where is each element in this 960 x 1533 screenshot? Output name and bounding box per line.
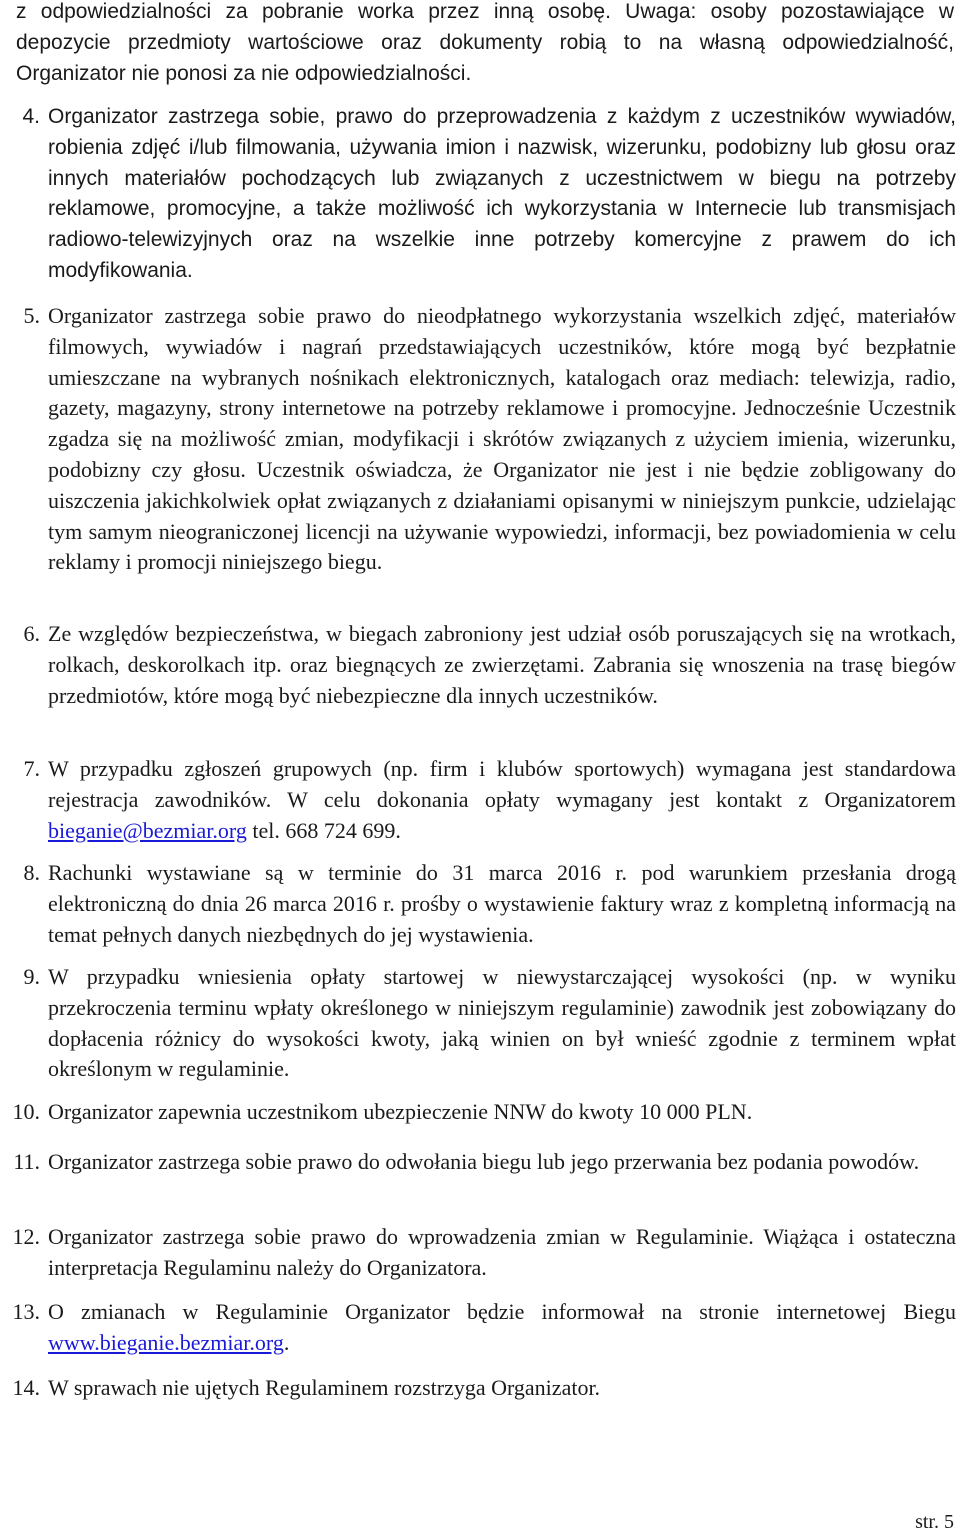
list-item-text: Organizator zastrzega sobie prawo do wprowadzenia zmian w Regulaminie. Wiążąca i ostateczna interpretacja Regulaminu należy do Organizatora. [48, 1224, 956, 1280]
list-item-number: 13. [12, 1299, 40, 1324]
list-item-number: 14. [12, 1375, 40, 1400]
list-item-text: Ze względów bezpieczeństwa, w biegach zabroniony jest udział osób poruszających się na wrotkach, rolkach, deskorolkach itp. oraz biegnących ze zwierzętami. Zabrania się wnoszenia na trasę biegów przedmiotów, które mogą być niebezpieczne dla innych uczestników. [48, 621, 956, 708]
website-link[interactable]: www.bieganie.bezmiar.org [48, 1329, 284, 1355]
list-item-number: 10. [12, 1099, 40, 1124]
list-item-text: Organizator zastrzega sobie prawo do nieodpłatnego wykorzystania wszelkich zdjęć, materiałów filmowych, wywiadów i nagrań przedstawiających uczestników, które mogą być bezpłatnie umieszczane na wybranych nośnikach elektronicznych, katalogach oraz mediach: telewizja, radio, gazety, magazyny, strony internetowe na potrzeby reklamowe i promocyjne. Jednocześnie Uczestnik zgadza się na możliwość zmian, modyfikacji i skrótów związanych z użyciem imienia, wizerunku, podobizny czy głosu. Uczestnik oświadcza, że Organizator nie jest i nie będzie zobligowany do uiszczenia jakichkolwiek opłat związanych z działaniami opisanymi w niniejszym punkcie, udzielając tym samym nieograniczonej licencji na używanie wypowiedzi, informacji, bez powiadomienia w celu reklamy i promocji niniejszego biegu. [48, 303, 956, 575]
list-item-number: 11. [13, 1149, 40, 1174]
list-item-text: Organizator zastrzega sobie, prawo do przeprowadzenia z każdym z uczestników wywiadów, robienia zdjęć i/lub filmowania, używania imion i nazwisk, wizerunku, podobizny lub głosu oraz innych materiałów pochodzących lub związanych z uczestnictwem w biegu na potrzeby reklamowe, promocyjne, a także możliwość ich wykorzystania w Internecie lub transmisjach radiowo-telewizyjnych oraz na wszelkie inne potrzeby komercyjne z prawem do ich modyfikowania. [48, 105, 956, 282]
list-item-text: W przypadku wniesienia opłaty startowej w niewystarczającej wysokości (np. w wyniku przekroczenia terminu wpłaty określonego w niniejszym regulaminie) zawodnik jest zobowiązany do dopłacenia różnicy do wysokości kwoty, jaką winien on był wnieść zgodnie z terminem wpłat określonym w regulaminie. [48, 964, 956, 1082]
list-item-number: 7. [23, 756, 40, 781]
list-item-text [48, 754, 956, 846]
list-item-number: 4. [22, 105, 40, 128]
list-item-number: 9. [23, 964, 40, 989]
page-number: str. 5 [915, 1511, 954, 1533]
list-item-text: Organizator zastrzega sobie prawo do odwołania biegu lub jego przerwania bez podania powodów. [48, 1149, 920, 1174]
list-item-text [48, 1297, 956, 1359]
list-item-text: Rachunki wystawiane są w terminie do 31 marca 2016 r. pod warunkiem przesłania drogą elektroniczną do dnia 26 marca 2016 r. prośby o wystawienie faktury wraz z kompletną informacją na temat pełnych danych niezbędnych do jej wystawienia. [48, 860, 956, 947]
list-item-text: W sprawach nie ujętych Regulaminem rozstrzyga Organizator. [48, 1375, 601, 1400]
list-item-text-after: . [283, 1329, 290, 1355]
list-item-text-before: W przypadku zgłoszeń grupowych (np. firm i klubów sportowych) wymagana jest standardowa rejestracja zawodników. W celu dokonania opłaty wymagany jest kontakt z Organizatorem [48, 756, 956, 812]
intro-paragraph: z odpowiedzialności za pobranie worka przez inną osobę. Uwaga: osoby pozostawiające w depozycie przedmioty wartościowe oraz dokumenty robią to na własną odpowiedzialność, Organizator nie ponosi za nie odpowiedzialności. [16, 0, 954, 85]
list-item-text: Organizator zapewnia uczestnikom ubezpieczenie NNW do kwoty 10 000 PLN. [48, 1099, 753, 1124]
list-item-number: 12. [12, 1224, 40, 1249]
list-item-number: 8. [23, 860, 40, 885]
list-item-number: 5. [23, 303, 40, 328]
contact-email-link[interactable]: bieganie@bezmiar.org [48, 817, 247, 843]
list-item-number: 6. [23, 621, 40, 646]
list-item-text-before: O zmianach w Regulaminie Organizator będzie informował na stronie internetowej Biegu [48, 1299, 956, 1324]
list-item-text-after: tel. 668 724 699. [252, 817, 401, 843]
